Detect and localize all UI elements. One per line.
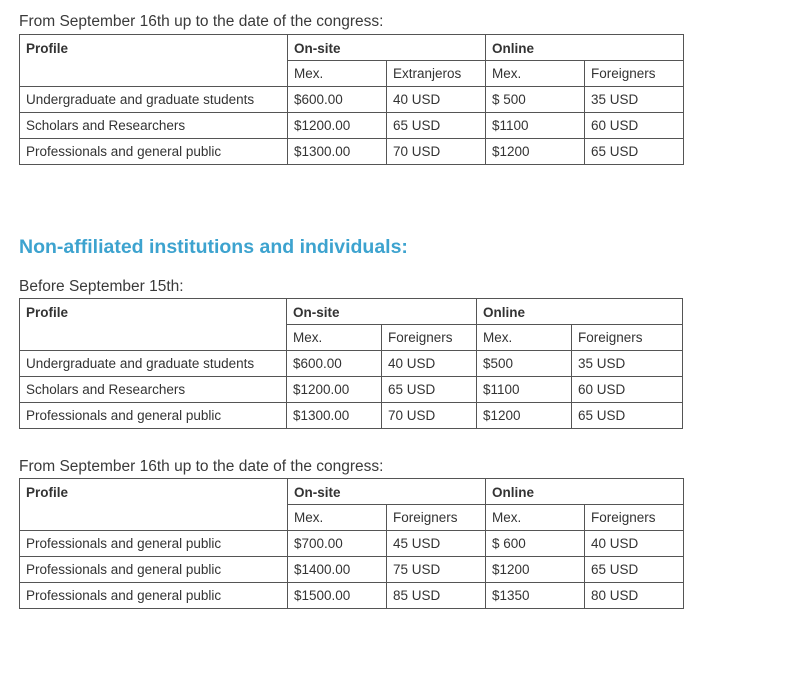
- profile-header: Profile: [20, 299, 287, 351]
- subheader-cell: Foreigners: [387, 505, 486, 531]
- profile-cell: Scholars and Researchers: [20, 113, 288, 139]
- price-cell: 40 USD: [387, 87, 486, 113]
- price-cell: $600.00: [288, 87, 387, 113]
- price-cell: 70 USD: [387, 139, 486, 165]
- profile-cell: Scholars and Researchers: [20, 377, 287, 403]
- price-cell: $1300.00: [288, 139, 387, 165]
- subheader-cell: Foreigners: [585, 61, 684, 87]
- table-header-row: [20, 479, 684, 505]
- table-row: [20, 351, 683, 377]
- table-2-caption: Before September 15th:: [19, 278, 184, 295]
- profile-header: Profile: [20, 35, 288, 87]
- fees-table-1: [19, 34, 684, 165]
- table-row: [20, 583, 684, 609]
- profile-cell: Undergraduate and graduate students: [20, 351, 287, 377]
- table-3-caption: From September 16th up to the date of the congress:: [19, 458, 384, 475]
- price-cell: 40 USD: [585, 531, 684, 557]
- onsite-header: On-site: [287, 299, 477, 325]
- table-row: [20, 113, 684, 139]
- profile-cell: Professionals and general public: [20, 139, 288, 165]
- subheader-cell: Mex.: [288, 505, 387, 531]
- subheader-cell: Mex.: [288, 61, 387, 87]
- table-row: [20, 531, 684, 557]
- table-row: [20, 139, 684, 165]
- online-header: Online: [486, 479, 684, 505]
- price-cell: 65 USD: [572, 403, 683, 429]
- price-cell: $ 500: [486, 87, 585, 113]
- subheader-cell: Mex.: [477, 325, 572, 351]
- profile-cell: Professionals and general public: [20, 403, 287, 429]
- price-cell: 35 USD: [572, 351, 683, 377]
- profile-cell: Undergraduate and graduate students: [20, 87, 288, 113]
- price-cell: $1200: [486, 557, 585, 583]
- subheader-cell: Mex.: [486, 61, 585, 87]
- fees-table-3: [19, 478, 684, 609]
- price-cell: $500: [477, 351, 572, 377]
- subheader-cell: Foreigners: [382, 325, 477, 351]
- profile-cell: Professionals and general public: [20, 531, 288, 557]
- price-cell: $1200.00: [288, 113, 387, 139]
- subheader-cell: Foreigners: [572, 325, 683, 351]
- online-header: Online: [486, 35, 684, 61]
- table-row: [20, 377, 683, 403]
- table-row: [20, 403, 683, 429]
- section-heading: Non-affiliated institutions and individuals:: [19, 236, 408, 258]
- price-cell: $1300.00: [287, 403, 382, 429]
- price-cell: $1100: [486, 113, 585, 139]
- table-1-caption: From September 16th up to the date of the congress:: [19, 13, 384, 30]
- price-cell: $1100: [477, 377, 572, 403]
- price-cell: 60 USD: [585, 113, 684, 139]
- online-header: Online: [477, 299, 683, 325]
- price-cell: 45 USD: [387, 531, 486, 557]
- price-cell: $1200.00: [287, 377, 382, 403]
- table-row: [20, 557, 684, 583]
- price-cell: $700.00: [288, 531, 387, 557]
- price-cell: $1200: [486, 139, 585, 165]
- subheader-cell: Extranjeros: [387, 61, 486, 87]
- subheader-cell: Foreigners: [585, 505, 684, 531]
- onsite-header: On-site: [288, 35, 486, 61]
- price-cell: 65 USD: [382, 377, 477, 403]
- price-cell: 85 USD: [387, 583, 486, 609]
- price-cell: 70 USD: [382, 403, 477, 429]
- table-header-row: [20, 299, 683, 325]
- price-cell: 65 USD: [585, 557, 684, 583]
- subheader-cell: Mex.: [486, 505, 585, 531]
- onsite-header: On-site: [288, 479, 486, 505]
- subheader-cell: Mex.: [287, 325, 382, 351]
- price-cell: 75 USD: [387, 557, 486, 583]
- fees-table-2: [19, 298, 683, 429]
- price-cell: $1200: [477, 403, 572, 429]
- table-row: [20, 87, 684, 113]
- price-cell: 35 USD: [585, 87, 684, 113]
- price-cell: $600.00: [287, 351, 382, 377]
- table-header-row: [20, 35, 684, 61]
- price-cell: $1500.00: [288, 583, 387, 609]
- price-cell: 65 USD: [585, 139, 684, 165]
- price-cell: 60 USD: [572, 377, 683, 403]
- profile-cell: Professionals and general public: [20, 557, 288, 583]
- price-cell: 65 USD: [387, 113, 486, 139]
- price-cell: 80 USD: [585, 583, 684, 609]
- price-cell: 40 USD: [382, 351, 477, 377]
- price-cell: $ 600: [486, 531, 585, 557]
- profile-header: Profile: [20, 479, 288, 531]
- profile-cell: Professionals and general public: [20, 583, 288, 609]
- price-cell: $1350: [486, 583, 585, 609]
- price-cell: $1400.00: [288, 557, 387, 583]
